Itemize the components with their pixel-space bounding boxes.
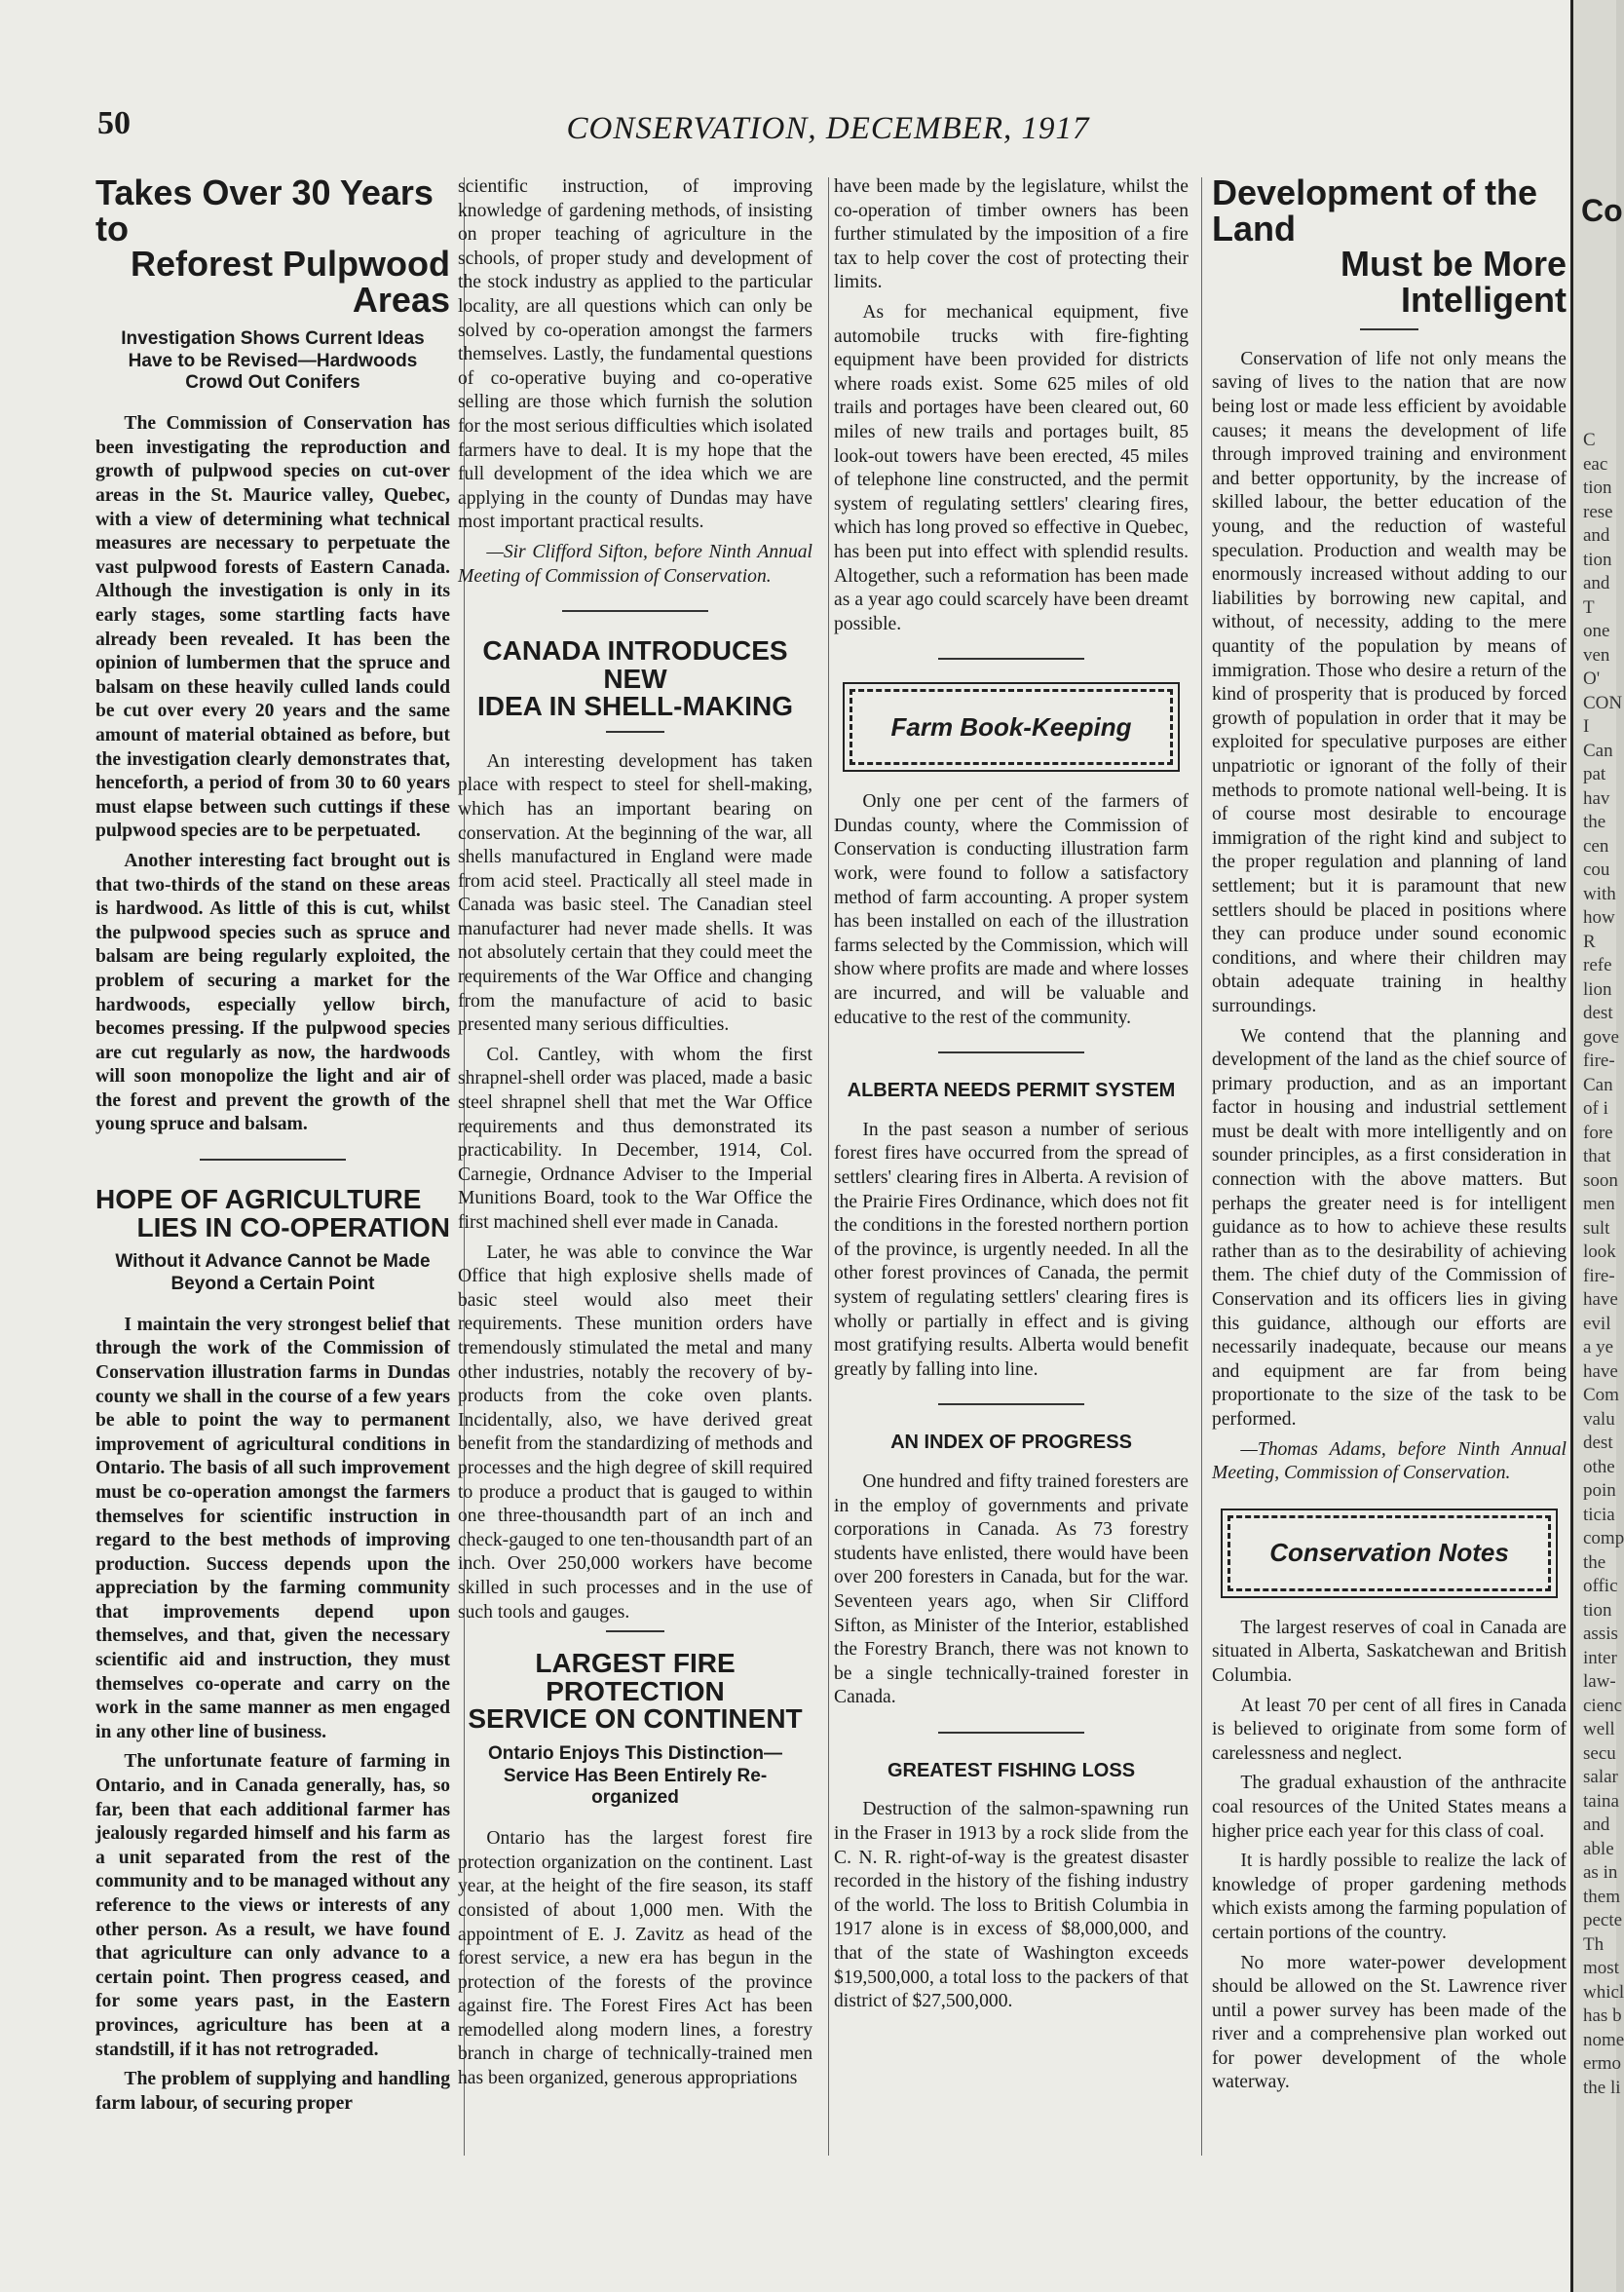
article-deck: Without it Advance Cannot be Made Beyond a Certain Point bbox=[115, 1251, 431, 1294]
edge-line-fragment: the bbox=[1583, 812, 1606, 832]
edge-line-fragment: have bbox=[1583, 1289, 1618, 1310]
article-paragraph: We contend that the planning and development of the land as the chief source of primary production, and as an important factor in housing and industrial settlement must be dealt with more intelligently and on sounder principles, as a first consideration in connection with the above matters. But perhaps the greater need is for intelligent guidance as to how to achieve these results rather than as to the desirability of achieving them. The chief duty of the Commission of Conservation and its officers lies in giving this guidance, although our efforts are necessarily inadequate, because our means and equipment are far from being proportionate to the size of the task to be performed. bbox=[1212, 1025, 1567, 1430]
edge-line-fragment: comp bbox=[1583, 1528, 1624, 1548]
article-paragraph: An interesting development has taken place with respect to steel for shell-making, which has an important bearing on conservation. At the beginning of the war, all shells manufactured in England were made from acid steel. Practically all steel made in Canada was basic steel. The Canadian steel manufacturer had never made shells. It was not absolutely certain that they could meet the requirements of the War Office and changing from the manufacture of acid to basic presented many serious difficulties. bbox=[458, 750, 812, 1036]
edge-line-fragment: I bbox=[1583, 716, 1590, 737]
edge-line-fragment: the li bbox=[1583, 2077, 1621, 2098]
edge-line-fragment: with bbox=[1583, 883, 1616, 904]
article-paragraph: In the past season a number of serious forest fires have occurred from the spread of settlers' clearing fires in Alberta. A revision of the Prairie Fires Ordinance, which does not fit the conditions in the forested northern portion of the province, is urgently needed. In all the other forest provinces of Canada, the permit system of regulating settlers' clearing fires is wholly or partially in effect and is giving most gratifying results. Alberta would benefit greatly by falling into line. bbox=[834, 1119, 1189, 1380]
edge-line-fragment: the bbox=[1583, 1551, 1606, 1573]
edge-line-fragment: CON bbox=[1583, 692, 1623, 713]
article-headline: GREATEST FISHING LOSS bbox=[887, 1759, 1136, 1781]
separator-rule bbox=[938, 1051, 1084, 1053]
headline-line: HOPE OF AGRICULTURE bbox=[95, 1184, 422, 1215]
separator-rule bbox=[938, 1403, 1084, 1405]
note-paragraph: The gradual exhaustion of the anthracite coal resources of the United States means a higher price each year for this class of coal. bbox=[1212, 1773, 1567, 1842]
separator-rule bbox=[606, 1630, 664, 1632]
edge-line-fragment: evil bbox=[1583, 1313, 1611, 1334]
edge-line-fragment: poin bbox=[1583, 1480, 1616, 1501]
edge-line-fragment: valu bbox=[1583, 1408, 1615, 1430]
edge-line-fragment: and bbox=[1583, 1814, 1610, 1835]
edge-line-fragment: salar bbox=[1583, 1767, 1618, 1787]
note-paragraph: No more water-power development should be allowed on the St. Lawrence river until a power survey has been made of the river and a comprehensive plan worked out for power development of the whole waterway. bbox=[1212, 1952, 1567, 2093]
column-3 bbox=[834, 175, 1189, 2175]
edge-line-fragment: hav bbox=[1583, 787, 1610, 809]
edge-line-fragment: look bbox=[1583, 1242, 1616, 1262]
article-paragraph: Conservation of life not only means the saving of lives to the nation that are now being lost or made less efficient by avoidable causes; it means the development of life through improved training and environment and better opportunity, by the increase of skilled labour, the better education of the young, and the reduction of wasteful speculation. Production and wealth may be enormously increased without adding to our liabilities by borrowing new capital, and without, of necessity, adding to the mere quantity of the population by means of immigration. Those who desire a return of the kind of prosperity that is produced by forced growth of population in order that it may be exploited for speculative purposes are either unpatriotic or ignorant of the folly of their methods to promote national well-being. It is of course most desirable to encourage immigration of the right kind and subject to the proper regulation and planning of land settlement; but it is paramount that new settlers should be placed in positions where they can produce under sound economic conditions, and where their children may obtain adequate training in healthy surroundings. bbox=[1212, 348, 1567, 1016]
edge-line-fragment: ticia bbox=[1583, 1504, 1615, 1525]
edge-line-fragment: lion bbox=[1583, 978, 1612, 1000]
article-paragraph: Another interesting fact brought out is that two-thirds of the stand on these areas is hardwood. As little of this is cut, whilst the pulpwood species such as spruce and balsam are being regularly exploited, the problem of securing a market for the hardwoods, especially yellow birch, becomes pressing. If the pulpwood species are cut regularly as now, the hardwoods will soon monopolize the light and air of the forest and prevent the growth of the young spruce and balsam. bbox=[95, 850, 450, 1135]
edge-line-fragment: fire- bbox=[1583, 1265, 1615, 1286]
edge-line-fragment: Can bbox=[1583, 740, 1613, 761]
edge-line-fragment: tion bbox=[1583, 478, 1612, 498]
article-headline bbox=[458, 1650, 812, 1734]
column-1 bbox=[95, 172, 450, 2175]
separator-rule bbox=[200, 1159, 346, 1161]
separator-rule bbox=[562, 610, 708, 612]
edge-line-fragment: rese bbox=[1583, 501, 1613, 522]
article-paragraph: Only one per cent of the farmers of Dundas county, where the Commission of Conservation is conducting illustration farm work, were found to follow a satisfactory method of farm accounting. A proper system has been installed on each of the illustration farms selected by the Commission, which will show where profits are made and where losses are incurred, and will be valuable and educative to the rest of the community. bbox=[834, 791, 1189, 1028]
edge-line-fragment: men bbox=[1583, 1194, 1615, 1214]
article-paragraph: I maintain the very strongest belief that through the work of the Commission of Conservation illustration farms in Dundas county we shall in the course of a few years be able to point the way to permanent improvement of agricultural conditions in Ontario. The basis of all such improvement must be co-operation amongst the farmers themselves for scientific instruction in regard to the best methods of improving production. Success depends upon the appreciation by the farming community that improvements depend upon themselves, and that, given the necessary scientific aid and instruction, they must themselves co-operate and carry on the work in the same manner as men engaged in any other line of business. bbox=[95, 1314, 450, 1742]
separator-rule bbox=[938, 658, 1084, 660]
article-paragraph: scientific instruction, of improving knowledge of gardening methods, of insisting on proper teaching of agriculture in the schools, of proper study and development of the stock industry as applied to the particular locality, are all questions which can only be solved by co-operation amongst the farmers themselves. Lastly, the fundamental questions of co-operative buying and co-operative selling are those which furnish the solution for the most serious difficulties which isolated farmers have to deal. It is my hope that the full development of the idea which we are applying in the county of Dundas may have most important practical results. bbox=[458, 176, 812, 533]
separator-rule bbox=[606, 731, 664, 733]
edge-line-fragment: Com bbox=[1583, 1385, 1619, 1405]
headline-line: Must be More Intelligent bbox=[1340, 244, 1567, 321]
column-rule bbox=[828, 177, 829, 2156]
article-signature: —Sir Clifford Sifton, before Ninth Annual Meeting of Commission of Conservation. bbox=[458, 541, 812, 587]
article-paragraph: Later, he was able to convince the War Office that high explosive shells made of basic steel would also meet their requirements. These munition orders have tremendously stimulated the metal and many other industries, notably the recovery of by-products from the coke oven plants. Incidentally, also, we have derived great benefit from the standardizing of methods and processes and the high degree of skill required to produce a product that is gauged to within one three-thousandth part of an inch and check-gauged to one ten-thousandth part of an inch. Over 250,000 workers have become skilled in such processes and in the use of such tools and gauges. bbox=[458, 1242, 812, 1623]
edge-line-fragment: most bbox=[1583, 1958, 1619, 1978]
page-number: 50 bbox=[97, 105, 131, 141]
edge-line-fragment: C bbox=[1583, 430, 1596, 450]
edge-line-fragment: taina bbox=[1583, 1790, 1619, 1812]
edge-line-fragment: able bbox=[1583, 1838, 1614, 1859]
edge-line-fragment: one bbox=[1583, 621, 1610, 641]
headline-line: LARGEST FIRE PROTECTION bbox=[535, 1648, 736, 1706]
edge-line-fragment: have bbox=[1583, 1360, 1618, 1382]
edge-line-fragment: Th bbox=[1583, 1933, 1605, 1955]
edge-line-fragment: ven bbox=[1583, 644, 1610, 666]
article-paragraph: The Commission of Conservation has been investigating the reproduction and growth of pulpwood species on cut-over areas in the St. Maurice valley, Quebec, with a view of determining what technical measures are necessary to perpetuate the vast pulpwood forests of Eastern Canada. Although the investigation is only in its early stages, some startling facts have already been revealed. It has been the opinion of lumbermen that the spruce and balsam on these heavily culled lands could be cut over every 20 years and the same amount of material obtained as before, but the investigation clearly demonstrates that, henceforth, a period of from 30 to 60 years must elapse between such cuttings if these pulpwood species are to be perpetuated. bbox=[95, 413, 450, 842]
article-paragraph: One hundred and fifty trained foresters are in the employ of governments and private corporations in Canada. As 73 forestry students have enlisted, there would have been over 200 foresters in Canada, but for the war. Seventeen years ago, when Sir Clifford Sifton, as Minister of the Interior, established the Forestry Branch, there was not known to be a single technically-trained forester in Canada. bbox=[834, 1471, 1189, 1708]
edge-line-fragment: pecte bbox=[1583, 1910, 1623, 1930]
edge-line-fragment: a ye bbox=[1583, 1337, 1614, 1357]
article-headline bbox=[458, 637, 812, 721]
edge-line-fragment: cou bbox=[1583, 860, 1610, 880]
column-4 bbox=[1212, 172, 1567, 2175]
adjacent-page-edge bbox=[1570, 0, 1624, 2292]
article-deck: Ontario Enjoys This Distinction—Service Has Been Entirely Re-organized bbox=[488, 1742, 782, 1809]
edge-line-fragment: cienc bbox=[1583, 1695, 1623, 1716]
edge-line-fragment: gove bbox=[1583, 1026, 1619, 1048]
edge-line-fragment: O' bbox=[1583, 668, 1601, 689]
note-paragraph: The largest reserves of coal in Canada are situated in Alberta, Saskatchewan and British Columbia. bbox=[1212, 1617, 1567, 1686]
headline-line: CANADA INTRODUCES NEW bbox=[482, 635, 788, 694]
edge-line-fragment: well bbox=[1583, 1719, 1615, 1739]
headline-line: IDEA IN SHELL-MAKING bbox=[476, 691, 794, 722]
edge-line-fragment: offic bbox=[1583, 1576, 1618, 1596]
article-headline: AN INDEX OF PROGRESS bbox=[890, 1432, 1132, 1454]
article-headline bbox=[95, 172, 450, 321]
edge-line-fragment: how bbox=[1583, 907, 1615, 928]
edge-line-fragment: as in bbox=[1583, 1862, 1618, 1883]
article-headline bbox=[1212, 172, 1567, 321]
section-box-conservation-notes: Conservation Notes bbox=[1227, 1515, 1551, 1591]
edge-line-fragment: tion bbox=[1583, 1599, 1612, 1621]
edge-text-fragments bbox=[1583, 429, 1624, 2100]
edge-headline-fragment: Co bbox=[1581, 193, 1623, 228]
edge-line-fragment: refe bbox=[1583, 955, 1612, 975]
edge-line-fragment: fore bbox=[1583, 1122, 1613, 1143]
edge-line-fragment: law- bbox=[1583, 1671, 1616, 1692]
edge-line-fragment: whicl bbox=[1583, 1981, 1624, 2003]
edge-line-fragment: R bbox=[1583, 931, 1596, 952]
edge-line-fragment: inter bbox=[1583, 1647, 1617, 1668]
column-2 bbox=[458, 175, 812, 2175]
edge-line-fragment: nome bbox=[1583, 2029, 1624, 2050]
edge-line-fragment: and bbox=[1583, 525, 1610, 546]
article-paragraph: As for mechanical equipment, five automobile trucks with fire-fighting equipment have been provided for districts where roads exist. Some 625 miles of old trails and portages have been cleared out, 60 miles of new trails and portages built, 85 look-out towers have been erected, 45 miles of telephone line constructed, and the permit system of regulating settlers' clearing fires, which has long proved so effective in Quebec, has been put into effect with splendid results. Altogether, such a reformation has been made as a year ago could scarcely have been dreamt possible. bbox=[834, 301, 1189, 634]
note-paragraph: At least 70 per cent of all fires in Canada is believed to originate from some form of carelessness and neglect. bbox=[1212, 1695, 1567, 1764]
edge-line-fragment: secu bbox=[1583, 1742, 1616, 1764]
article-headline bbox=[95, 1186, 450, 1242]
edge-line-fragment: and bbox=[1583, 573, 1610, 593]
article-headline: ALBERTA NEEDS PERMIT SYSTEM bbox=[847, 1080, 1176, 1102]
edge-line-fragment: them bbox=[1583, 1886, 1620, 1907]
edge-line-fragment: cen bbox=[1583, 835, 1609, 857]
edge-line-fragment: eac bbox=[1583, 453, 1608, 475]
article-deck: Investigation Shows Current Ideas Have to be Revised—Hardwoods Crowd Out Conifers bbox=[121, 327, 425, 394]
section-box-farm-book-keeping: Farm Book-Keeping bbox=[850, 689, 1173, 765]
article-paragraph: The unfortunate feature of farming in Ontario, and in Canada generally, has, so far, been that each additional farmer has jealously regarded himself and his farm as a unit separated from the rest of the community and to be managed without any reference to the views or interests of any other person. As a result, we have found that agriculture can only advance to a certain point. Then progress ceased, and for some years past, in the Eastern provinces, agriculture has been at a standstill, if it has not retrograded. bbox=[95, 1751, 450, 2060]
article-paragraph: have been made by the legislature, whilst the co-operation of timber owners has been further stimulated by the imposition of a fire tax to help cover the cost of protecting their limits. bbox=[834, 176, 1189, 293]
edge-line-fragment: ermo bbox=[1583, 2053, 1622, 2074]
edge-line-fragment: Can bbox=[1583, 1074, 1613, 1095]
note-paragraph: It is hardly possible to realize the lack of knowledge of proper gardening methods which exists among the farming population of certain portions of the country. bbox=[1212, 1851, 1567, 1943]
running-head: CONSERVATION, DECEMBER, 1917 bbox=[566, 111, 1090, 146]
headline-line: Reforest Pulpwood Areas bbox=[130, 244, 450, 321]
edge-line-fragment: dest bbox=[1583, 1003, 1613, 1023]
column-rule bbox=[1201, 177, 1202, 2156]
edge-line-fragment: of i bbox=[1583, 1098, 1608, 1119]
article-paragraph: The problem of supplying and handling farm labour, of securing proper bbox=[95, 2069, 450, 2114]
headline-line: LIES IN CO-OPERATION bbox=[136, 1211, 450, 1242]
article-paragraph: Ontario has the largest forest fire protection organization on the continent. Last year, at the height of the fire season, its staff consisted of about 1,000 men. With the appointment of E. J. Zavitz as head of the forest service, a new era has begun in the protection of the forests of the province against fire. The Forest Fires Act has been remodelled along modern lines, a forestry branch in charge of technically-trained men has been organized, generous appropriations bbox=[458, 1828, 812, 2089]
edge-line-fragment: assis bbox=[1583, 1624, 1618, 1644]
edge-line-fragment: dest bbox=[1583, 1432, 1613, 1453]
headline-line: SERVICE ON CONTINENT bbox=[468, 1703, 803, 1735]
edge-line-fragment: sult bbox=[1583, 1217, 1610, 1239]
article-paragraph: Destruction of the salmon-spawning run in the Fraser in 1913 by a rock slide from the C. N. R. right-of-way is the greatest disaster recorded in the history of the fishing industry of the world. The loss to British Columbia in 1917 alone is in excess of $8,000,000, and that of the state of Washington exceeds $19,500,000, a total loss to the packers of that district of $27,500,000. bbox=[834, 1799, 1189, 2012]
edge-line-fragment: tion bbox=[1583, 549, 1612, 570]
separator-rule bbox=[938, 1732, 1084, 1734]
edge-line-fragment: T bbox=[1583, 596, 1595, 618]
edge-line-fragment: has b bbox=[1583, 2006, 1622, 2026]
headline-line: Takes Over 30 Years to bbox=[95, 172, 434, 248]
article-signature: —Thomas Adams, before Ninth Annual Meeting, Commission of Conservation. bbox=[1212, 1438, 1567, 1484]
edge-line-fragment: othe bbox=[1583, 1456, 1615, 1477]
separator-rule bbox=[1360, 328, 1418, 330]
edge-line-fragment: that bbox=[1583, 1146, 1611, 1166]
edge-line-fragment: soon bbox=[1583, 1169, 1618, 1191]
headline-line: Development of the Land bbox=[1212, 172, 1538, 248]
edge-line-fragment: fire- bbox=[1583, 1050, 1615, 1071]
edge-line-fragment: pat bbox=[1583, 764, 1606, 784]
article-paragraph: Col. Cantley, with whom the first shrapnel-shell order was placed, made a basic steel shrapnel shell that met the War Office requirements and thus demonstrated its practicability. In December, 1914, Col. Carnegie, Ordnance Adviser to the Imperial Munitions Board, took to the War Office the first machined shell ever made in Canada. bbox=[458, 1044, 812, 1234]
